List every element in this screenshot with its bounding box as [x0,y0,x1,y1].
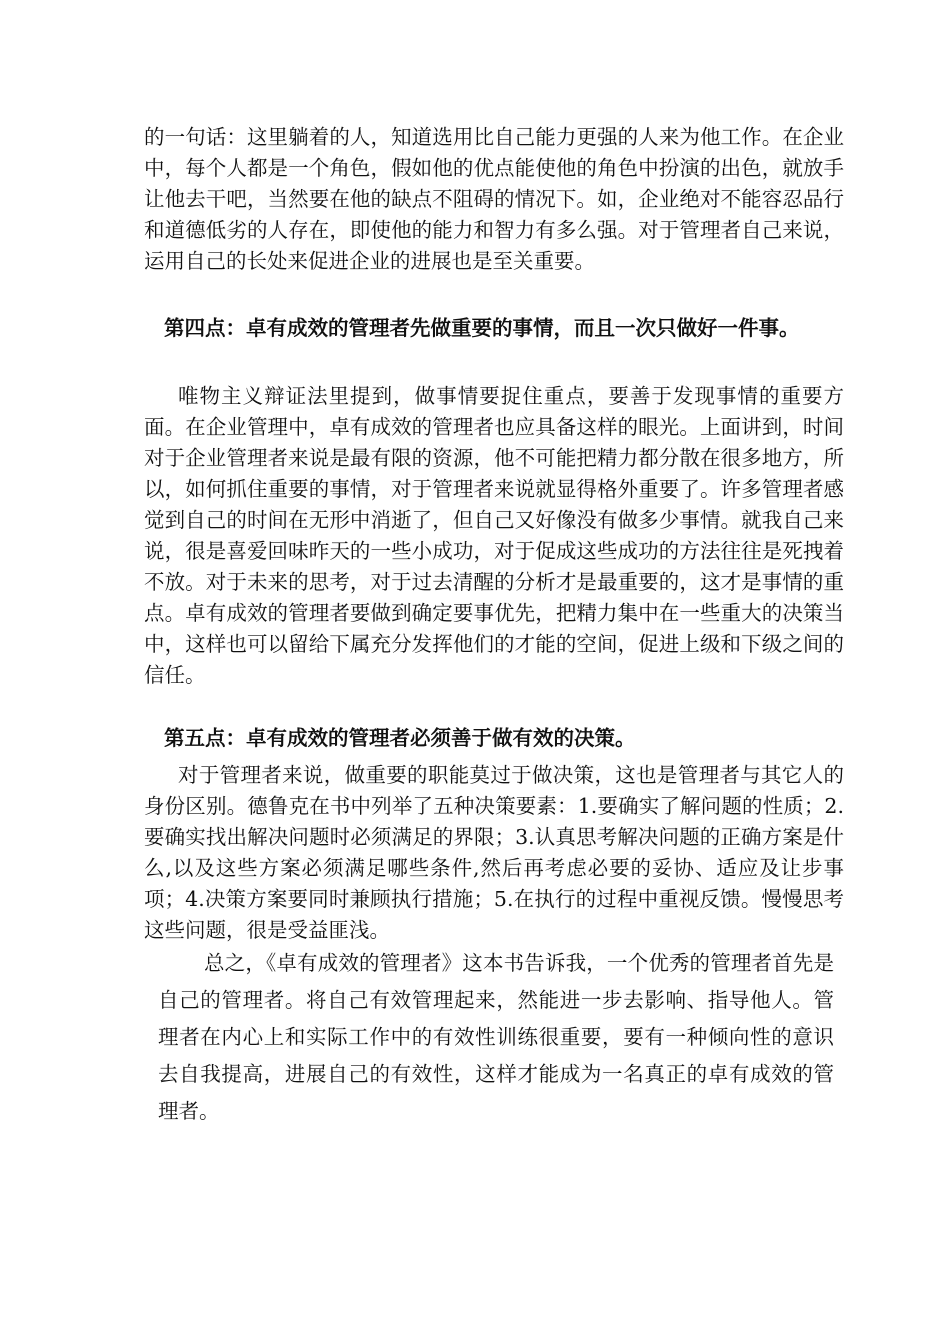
paragraph-point-five: 对于管理者来说，做重要的职能莫过于做决策，这也是管理者与其它人的身份区别。德鲁克在书中列举了五种决策要素：1.要确实了解问题的性质；2.要确实找出解决问题时必须满足的界限；3.认真思考解决问题的正确方案是什么,以及这些方案必须满足哪些条件,然后再考虑必要的妥协、适应及让步事项；4.决策方案要同时兼顾执行措施；5.在执行的过程中重视反馈。慢慢思考这些问题，很是受益匪浅。 [144,763,844,942]
heading-point-five: 第五点：卓有成效的管理者必须善于做有效的决策。 [164,726,636,750]
heading-point-four: 第四点：卓有成效的管理者先做重要的事情，而且一次只做好一件事。 [164,316,800,340]
paragraph-intro: 的一句话：这里躺着的人，知道选用比自己能力更强的人来为他工作。在企业中，每个人都是一个角色，假如他的优点能使他的角色中扮演的出色，就放手让他去干吧，当然要在他的缺点不阻碍的情况下。如，企业绝对不能容忍品行和道德低劣的人存在，即使他的能力和智力有多么强。对于管理者自己来说，运用自己的长处来促进企业的进展也是至关重要。 [144,125,844,273]
paragraph-point-four: 唯物主义辩证法里提到，做事情要捉住重点，要善于发现事情的重要方面。在企业管理中，卓有成效的管理者也应具备这样的眼光。上面讲到，时间对于企业管理者来说是最有限的资源，他不可能把精力都分散在很多地方，所以，如何抓住重要的事情，对于管理者来说就显得格外重要了。许多管理者感觉到自己的时间在无形中消逝了，但自己又好像没有做多少事情。就我自己来说，很是喜爱回味昨天的一些小成功，对于促成这些成功的方法往往是死拽着不放。对于未来的思考，对于过去清醒的分析才是最重要的，这才是事情的重点。卓有成效的管理者要做到确定要事优先，把精力集中在一些重大的决策当中，这样也可以留给下属充分发挥他们的才能的空间，促进上级和下级之间的信任。 [144,384,844,687]
paragraph-conclusion: 总之，《卓有成效的管理者》这本书告诉我，一个优秀的管理者首先是自己的管理者。将自己有效管理起来，然能进一步去影响、指导他人。管理者在内心上和实际工作中的有效性训练很重要，要有一种倾向性的意识去自我提高，进展自己的有效性，这样才能成为一名真正的卓有成效的管理者。 [158,951,834,1123]
